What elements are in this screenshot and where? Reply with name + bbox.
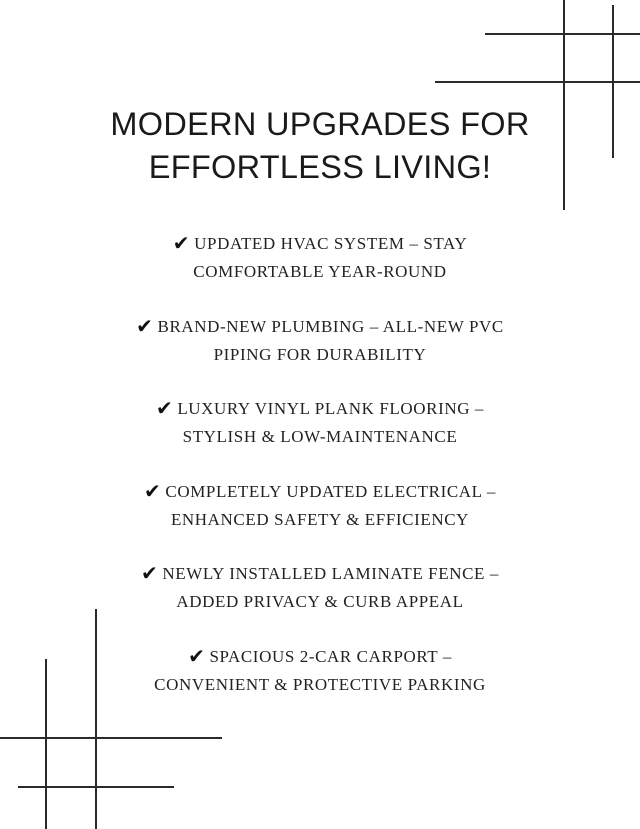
page-title [0, 103, 640, 189]
feature-line-1: SPACIOUS 2-CAR CARPORT – [209, 646, 452, 666]
feature-list [0, 228, 640, 723]
checkmark-icon: ✔ [141, 561, 159, 585]
feature-item-flooring [0, 393, 640, 476]
checkmark-icon: ✔ [155, 396, 174, 420]
feature-line-1: UPDATED HVAC SYSTEM – STAY [194, 234, 468, 253]
feature-item-fence [0, 558, 640, 641]
feature-item-plumbing [0, 311, 640, 394]
checkmark-icon: ✔ [188, 643, 206, 668]
feature-line-2: PIPING FOR DURABILITY [213, 344, 427, 364]
decor-line [0, 737, 222, 739]
checkmark-icon: ✔ [172, 231, 191, 255]
checkmark-icon: ✔ [136, 313, 154, 338]
feature-item-carport [0, 641, 640, 724]
checkmark-icon: ✔ [144, 478, 162, 503]
feature-line-1: COMPLETELY UPDATED ELECTRICAL – [165, 481, 496, 501]
feature-line-1: LUXURY VINYL PLANK FLOORING – [177, 399, 485, 418]
decor-line [435, 81, 640, 83]
feature-line-2: ADDED PRIVACY & CURB APPEAL [176, 592, 464, 611]
feature-item-electrical [0, 476, 640, 559]
feature-line-1: BRAND-NEW PLUMBING – ALL-NEW PVC [157, 316, 504, 336]
feature-line-2: COMFORTABLE YEAR-ROUND [193, 262, 447, 281]
feature-line-2: CONVENIENT & PROTECTIVE PARKING [154, 674, 486, 694]
feature-line-1: NEWLY INSTALLED LAMINATE FENCE – [162, 564, 499, 583]
feature-item-hvac [0, 228, 640, 311]
feature-line-2: STYLISH & LOW-MAINTENANCE [182, 427, 458, 446]
feature-line-2: ENHANCED SAFETY & EFFICIENCY [170, 509, 470, 529]
title-line-1: MODERN UPGRADES FOR [110, 106, 530, 142]
title-line-2: EFFORTLESS LIVING! [148, 149, 492, 185]
